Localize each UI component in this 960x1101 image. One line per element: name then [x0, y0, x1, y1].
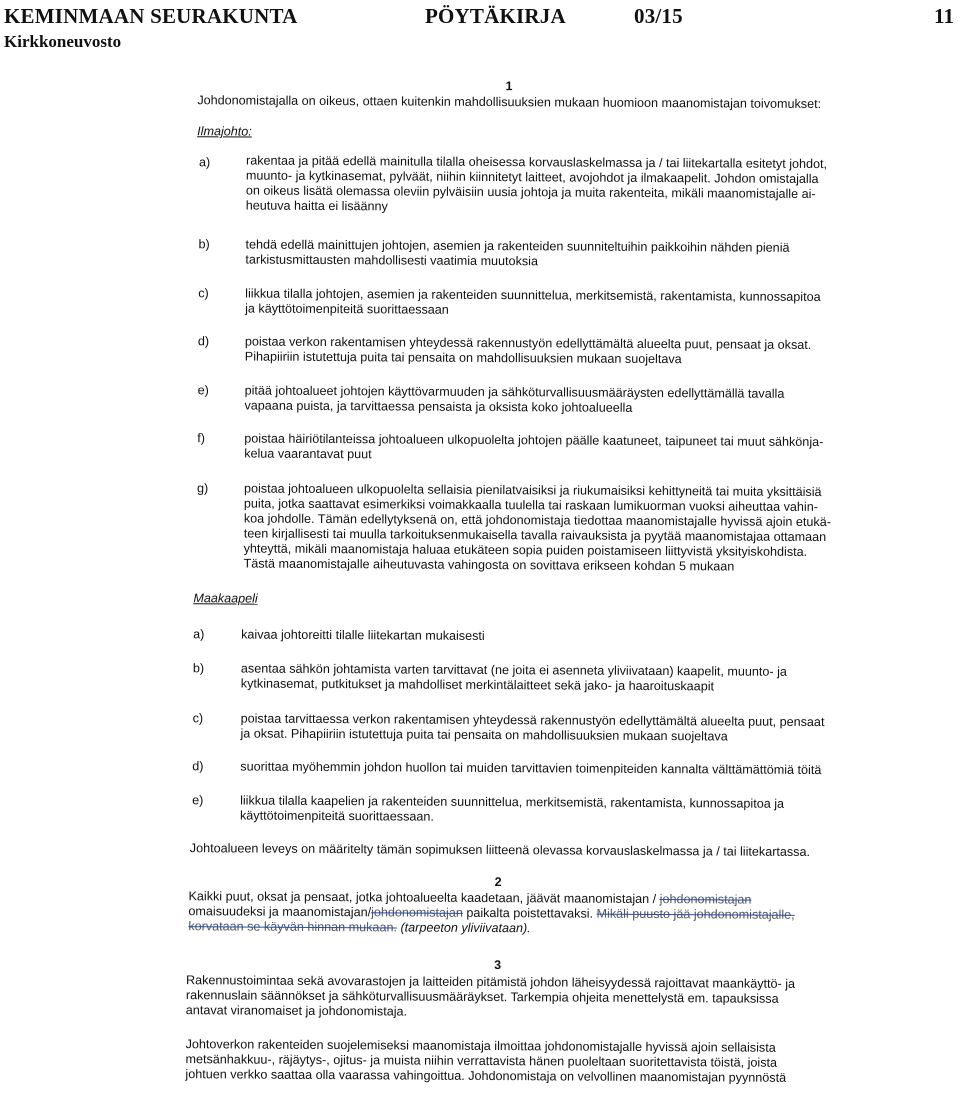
- paragraph-line: rakennuslain säännökset ja sähköturvallisuusmääräykset. Tarkempia ohjeita menettelystä em. tapauksissa: [185, 988, 779, 1006]
- paragraph-line: [188, 919, 530, 936]
- item-label: d): [197, 334, 210, 349]
- item-line: liikkua tilalla johtojen, asemien ja rakenteiden suunnittelua, merkitsemistä, rakentamista, kunnossapitoa: [245, 286, 821, 305]
- item-line: muunto- ja kytkinasemat, pylväät, niihin kiinnitetyt laitteet, avojohdot ja ilmakaapelit. Johdon omistajalla: [245, 168, 819, 187]
- paragraph-line: Rakennustoimintaa sekä avovarastojen ja laitteiden pitämistä johdon läheisyydessä rajoittavat maankäyttö- ja: [185, 973, 796, 991]
- item-line: ja käyttötoimenpiteitä suorittaessaan: [245, 301, 449, 317]
- item-line: tarkistusmittausten mahdollisesti vaatimia muutoksia: [245, 252, 539, 269]
- section-number: 2: [494, 875, 502, 890]
- paragraph-line: antavat viranomaiset ja johdonomistaja.: [185, 1003, 408, 1019]
- closing-paragraph: Johtoalueen leveys on määritelty tämän sopimuksen liitteenä olevassa korvauslaskelmassa ja / tai liitekartassa.: [189, 841, 811, 859]
- document-type: PÖYTÄKIRJA: [425, 4, 566, 28]
- subheading-overhead-line: Ilmajohto:: [197, 124, 252, 139]
- paragraph-line: johtuen verkko saattaa olla vaarassa vahingoittua. Johdonomistaja on velvollinen maanomistajan pyynnöstä: [185, 1067, 787, 1085]
- item-line: tehdä edellä mainittujen johtojen, asemien ja rakenteiden suunniteltuihin paikkoihin nähden pieniä: [245, 237, 790, 255]
- item-line: kaivaa johtoreitti tilalle liitekartan mukaisesti: [241, 627, 485, 643]
- item-label: b): [192, 661, 205, 676]
- section-number: 3: [494, 958, 502, 973]
- text-fragment: omaisuudeksi ja maanomistajan/: [188, 904, 372, 920]
- item-line: heutuva haitta ei lisäänny: [245, 198, 388, 214]
- struck-text: korvataan se käyvän hinnan mukaan.: [188, 919, 398, 935]
- item-label: f): [197, 431, 206, 446]
- item-line: yhteyttä, mikäli maanomistaja haluaa etukäteen sopia puiden poistamiseen liittyvistä yksityiskohdista.: [243, 541, 808, 559]
- item-line: puita, jotka saattavat esimerkiksi voimakkaalla tuulella tai raskaan lumikuorman vuoksi aiheuttaa vahin-: [243, 496, 818, 515]
- item-line: asentaa sähkön johtamista varten tarvittavat (ne joita ei asenneta yliviivataan) kaapelit, muunto- ja: [240, 661, 788, 679]
- item-line: ja oksat. Pihapiiriin istutettuja puita tai pensaita on mahdollisuuksien mukaan suojeltava: [240, 726, 728, 744]
- note-text: (tarpeeton yliviivataan).: [400, 920, 531, 936]
- item-line: on oikeus lisätä olemassa oleviin pylväisiin uusia johtoja ja muita rakenteita, mikäli maanomistajalle ai-: [245, 183, 816, 201]
- text-fragment: Kaikki puut, oksat ja pensaat, jotka johtoalueelta kaadetaan, jäävät maanomistajan /: [188, 889, 657, 907]
- item-line: pitää johtoalueet johtojen käyttövarmuuden ja sähköturvallisuusmääräysten edellyttämällä tavalla: [244, 383, 785, 401]
- struck-text: Mikäli puusto jää johdonomistajalle,: [596, 906, 795, 922]
- item-line: suorittaa myöhemmin johdon huollon tai muiden tarvittavien toimenpiteiden kannalta välttämättömiä töitä: [240, 759, 822, 778]
- subheading-underground-cable: Maakaapeli: [193, 591, 258, 606]
- page-number: 11: [934, 4, 955, 28]
- item-line: teen kirjallisesti tai muulla tarkoituksenmukaisella tavalla raivauksista ja pyytää maanomistajaa ottamaan: [243, 526, 827, 545]
- item-label: a): [193, 627, 205, 642]
- paragraph-line: Johtoverkon rakenteiden suojelemiseksi maanomistaja ilmoittaa johdonomistajalle hyvissä ajoin sellaisista: [185, 1037, 776, 1055]
- text-fragment: paikalta poistettavaksi.: [462, 905, 594, 921]
- struck-text: johdonomistajan: [659, 892, 752, 907]
- item-line: poistaa häiriötilanteissa johtoalueen ulkopuolelta johtojen päälle kaatuneet, taipuneet tai muut sähkönja-: [244, 431, 824, 450]
- item-line: kelua vaarantavat puut: [244, 446, 372, 462]
- item-line: poistaa verkon rakentamisen yhteydessä rakennustyön edellyttämältä alueelta puut, pensaat ja oksat.: [244, 334, 812, 352]
- item-line: kytkinasemat, putkitukset ja mahdolliset merkintälaitteet sekä jako- ja haaroituskaapit: [240, 676, 715, 694]
- item-label: b): [198, 237, 210, 252]
- item-line: Pihapiiriin istutettuja puita tai pensaita on mahdollisuuksien mukaan suojeltava: [244, 349, 682, 367]
- item-line: poistaa tarvittaessa verkon rakentamisen yhteydessä rakennustyön edellyttämältä alueelta puut, pensaat: [240, 711, 825, 730]
- item-line: koa johdolle. Tämän edellytyksenä on, että johdonomistaja tiedottaa maanomistajalle hyvissä ajoin etukä-: [243, 511, 831, 530]
- council-name: Kirkkoneuvosto: [4, 32, 122, 51]
- document-number: 03/15: [634, 4, 683, 28]
- item-label: g): [196, 481, 209, 496]
- section-number: 1: [505, 79, 513, 94]
- org-name: KEMINMAAN SEURAKUNTA: [4, 4, 298, 28]
- item-line: liikkua tilalla kaapelien ja rakenteiden suunnittelua, merkitsemistä, rakentamista, kunnossapitoa ja: [240, 793, 785, 811]
- struck-text: johdonomistajan: [371, 905, 463, 920]
- item-label: e): [197, 383, 209, 398]
- section-intro: Johdonomistajalla on oikeus, ottaen kuitenkin mahdollisuuksien mukaan huomioon maanomistajan toivomukset:: [197, 93, 822, 112]
- item-line: käyttötoimenpiteitä suorittaessaan.: [239, 808, 434, 824]
- item-label: e): [192, 793, 204, 808]
- item-label: d): [192, 759, 204, 774]
- item-label: a): [198, 155, 211, 170]
- paragraph-line: metsänhakkuu-, räjäytys-, ojitus- ja muista niihin verrattavista hänen puoleltaan suoritettavista töistä, joista: [185, 1052, 778, 1070]
- item-label: c): [192, 711, 204, 726]
- item-line: rakentaa ja pitää edellä mainitulla tilalla oheisessa korvauslaskelmassa ja / tai liitekartalla esitetyt johdot,: [245, 153, 828, 172]
- item-label: c): [198, 286, 209, 301]
- item-line: vapaana puista, ja tarvittaessa pensaista ja oksista koko johtoalueella: [244, 398, 633, 415]
- item-line: poistaa johtoalueen ulkopuolelta sellaisia pienilatvaisiksi ja riukumaisiksi kehittyneitä tai muita yksittäisiä: [243, 481, 822, 500]
- item-line: Tästä maanomistajalle aiheutuvasta vahingosta on sovittava erikseen kohdan 5 mukaan: [243, 556, 735, 574]
